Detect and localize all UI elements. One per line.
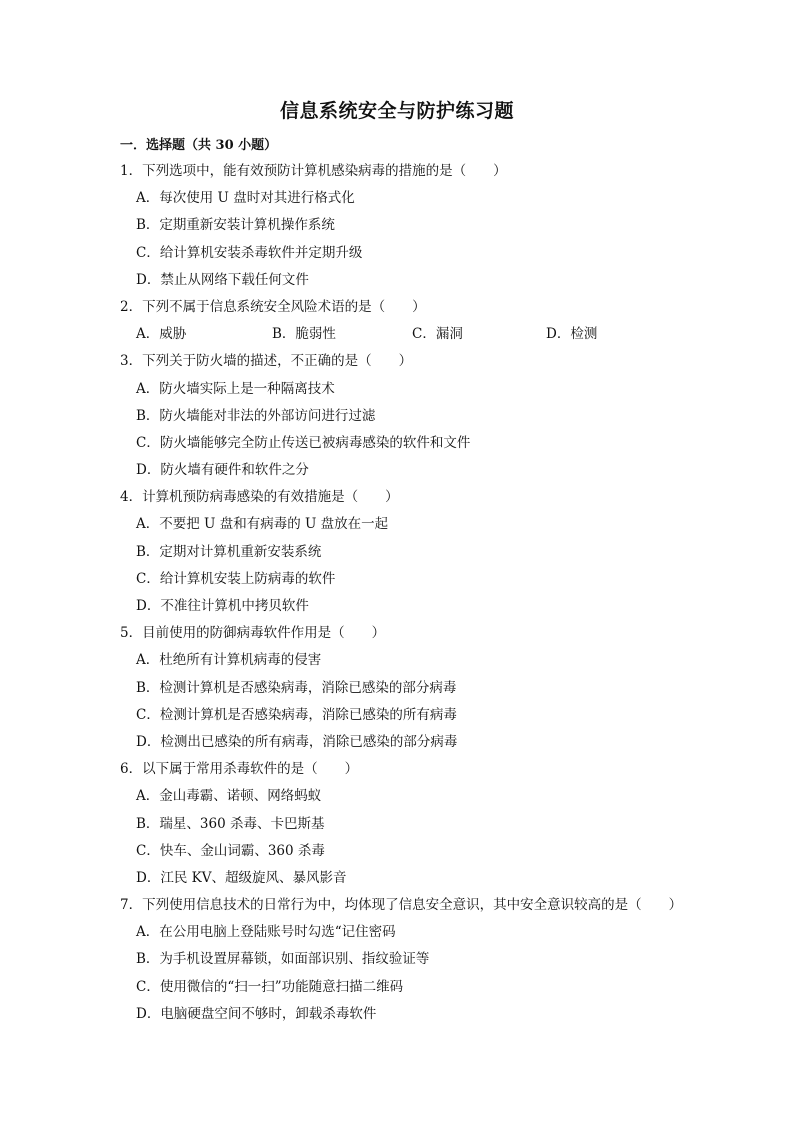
question-2 [120, 294, 700, 348]
option-b: B．为手机设置屏幕锁，如面部识别、指纹验证等 [136, 951, 430, 968]
option-a: A．防火墙实际上是一种隔离技术 [136, 380, 335, 397]
option-c: C．漏洞 [412, 326, 463, 343]
option-row [120, 321, 700, 348]
option-a: A．不要把 U 盘和有病毒的 U 盘放在一起 [136, 516, 389, 533]
option-d: D．禁止从网络下载任何文件 [136, 271, 309, 288]
option-c: C．给计算机安装杀毒软件并定期升级 [136, 244, 363, 261]
option-d: D．不准往计算机中拷贝软件 [136, 598, 309, 614]
option-b: B．定期对计算机重新安装系统 [136, 543, 322, 560]
option-a: A．金山毒霸、诺顿、网络蚂蚁 [136, 788, 322, 805]
option-c: C．使用微信的“扫一扫”功能随意扫描二维码 [136, 978, 404, 995]
question-5 [120, 620, 700, 756]
page-title: 信息系统安全与防护练习题 [279, 100, 514, 122]
question-stem: 2．下列不属于信息系统安全风险术语的是（ ） [120, 298, 426, 315]
option-a: A．每次使用 U 盘时对其进行格式化 [136, 190, 355, 207]
question-stem: 7．下列使用信息技术的日常行为中，均体现了信息安全意识，其中安全意识较高的是（ ） [120, 897, 683, 914]
question-stem: 6．以下属于常用杀毒软件的是（ ） [120, 761, 359, 778]
option-c: C．快车、金山词霸、360 杀毒 [136, 842, 325, 859]
option-d: D．防火墙有硬件和软件之分 [136, 462, 309, 479]
question-1 [120, 158, 700, 294]
option-d: D．检测出已感染的所有病毒，消除已感染的部分病毒 [136, 733, 458, 750]
option-a: A．在公用电脑上登陆账号时勾选“记住密码 [136, 924, 396, 941]
question-7 [120, 892, 700, 1028]
question-list [120, 158, 700, 1028]
option-c: C．给计算机安装上防病毒的软件 [136, 570, 336, 587]
option-a: A．威胁 [136, 326, 187, 343]
question-stem: 3．下列关于防火墙的描述，不正确的是（ ） [120, 353, 413, 370]
option-d: D．江民 KV、超级旋风、暴风影音 [136, 869, 347, 886]
section-heading: 一．选择题（共 30 小题） [120, 138, 278, 153]
option-d: D．电脑硬盘空间不够时，卸载杀毒软件 [136, 1005, 377, 1022]
option-b: B．定期重新安装计算机操作系统 [136, 217, 335, 234]
option-b: B．脆弱性 [272, 326, 336, 343]
question-stem: 4．计算机预防病毒感染的有效措施是（ ） [120, 489, 399, 506]
option-c: C．检测计算机是否感染病毒，消除已感染的所有病毒 [136, 706, 457, 723]
question-6 [120, 756, 700, 892]
option-c: C．防火墙能够完全防止传送已被病毒感染的软件和文件 [136, 434, 471, 451]
option-b: B．检测计算机是否感染病毒，消除已感染的部分病毒 [136, 679, 457, 696]
option-d: D．检测 [546, 326, 598, 343]
question-stem: 5．目前使用的防御病毒软件作用是（ ） [120, 625, 386, 642]
question-3 [120, 348, 700, 484]
option-b: B．防火墙能对非法的外部访问进行过滤 [136, 407, 376, 424]
option-b: B．瑞星、360 杀毒、卡巴斯基 [136, 815, 325, 832]
option-a: A．杜绝所有计算机病毒的侵害 [136, 652, 322, 669]
question-4 [120, 484, 700, 620]
question-stem: 1．下列选项中，能有效预防计算机感染病毒的措施的是（ ） [120, 163, 507, 179]
